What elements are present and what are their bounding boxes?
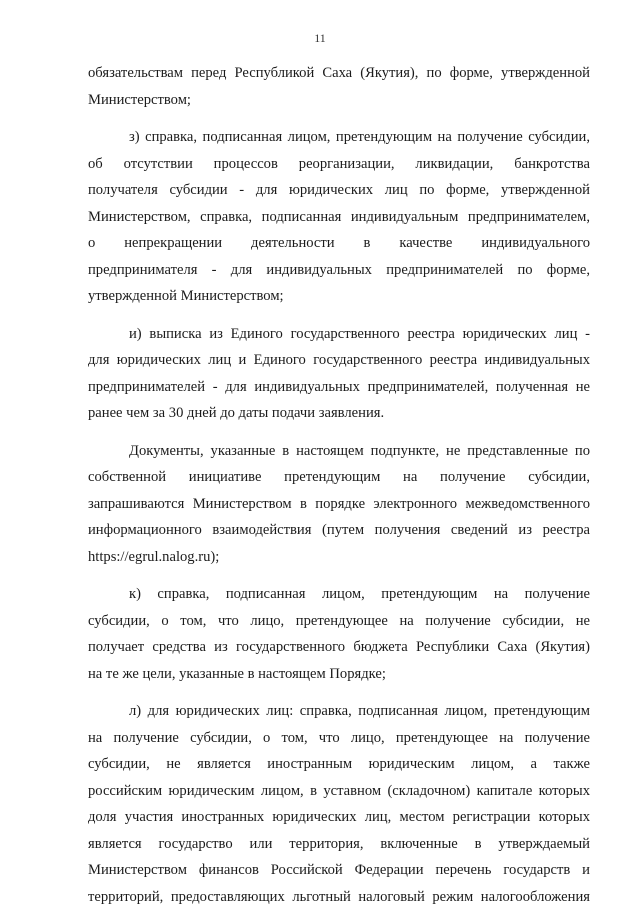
text-line: запрашиваются Министерством в порядке электронного межведомственного xyxy=(88,491,590,518)
text-line: об отсутствии процессов реорганизации, ликвидации, банкротства xyxy=(88,151,590,178)
text-line: получателя субсидии - для юридических лиц по форме, утвержденной xyxy=(88,177,590,204)
text-line: Министерством; xyxy=(88,87,590,114)
paragraph-gap xyxy=(88,687,590,698)
text-line: субсидии, не является иностранным юридическим лицом, а также xyxy=(88,751,590,778)
text-line: российским юридическим лицом, в уставном (складочном) капитале которых xyxy=(88,778,590,805)
text-line: информационного взаимодействия (путем получения сведений из реестра xyxy=(88,517,590,544)
paragraph-i xyxy=(88,321,590,427)
text-line: ранее чем за 30 дней до даты подачи заявления. xyxy=(88,400,590,427)
document-body xyxy=(88,60,590,910)
text-line: субсидии, о том, что лицо, претендующее на получение субсидии, не xyxy=(88,608,590,635)
paragraph-gap xyxy=(88,310,590,321)
text-line: территорий, предоставляющих льготный налоговый режим налогообложения xyxy=(88,884,590,910)
text-line: предпринимателей - для индивидуальных предпринимателей, полученная не xyxy=(88,374,590,401)
text-line: получает средства из государственного бюджета Республики Саха (Якутия) xyxy=(88,634,590,661)
text-line: Документы, указанные в настоящем подпункте, не представленные по xyxy=(88,438,590,465)
paragraph-z xyxy=(88,124,590,310)
paragraph-docs xyxy=(88,438,590,571)
page-number: 11 xyxy=(0,31,640,46)
text-line: https://egrul.nalog.ru); xyxy=(88,544,590,571)
text-line: и) выписка из Единого государственного реестра юридических лиц - xyxy=(88,321,590,348)
text-line: обязательствам перед Республикой Саха (Якутия), по форме, утвержденной xyxy=(88,60,590,87)
text-line: утвержденной Министерством; xyxy=(88,283,590,310)
text-line: к) справка, подписанная лицом, претендующим на получение xyxy=(88,581,590,608)
text-line: доля участия иностранных юридических лиц, местом регистрации которых xyxy=(88,804,590,831)
paragraph-k xyxy=(88,581,590,687)
text-line: Министерством финансов Российской Федерации перечень государств и xyxy=(88,857,590,884)
paragraph-gap xyxy=(88,427,590,438)
text-line: о непрекращении деятельности в качестве индивидуального xyxy=(88,230,590,257)
text-line: на те же цели, указанные в настоящем Порядке; xyxy=(88,661,590,688)
text-line: для юридических лиц и Единого государственного реестра индивидуальных xyxy=(88,347,590,374)
text-line: собственной инициативе претендующим на получение субсидии, xyxy=(88,464,590,491)
text-line: л) для юридических лиц: справка, подписанная лицом, претендующим xyxy=(88,698,590,725)
paragraph-l xyxy=(88,698,590,910)
text-line: является государство или территория, включенные в утверждаемый xyxy=(88,831,590,858)
text-line: з) справка, подписанная лицом, претендующим на получение субсидии, xyxy=(88,124,590,151)
paragraph-gap xyxy=(88,570,590,581)
paragraph-intro xyxy=(88,60,590,113)
text-line: предпринимателя - для индивидуальных предпринимателей по форме, xyxy=(88,257,590,284)
text-line: Министерством, справка, подписанная индивидуальным предпринимателем, xyxy=(88,204,590,231)
text-line: на получение субсидии, о том, что лицо, претендующее на получение xyxy=(88,725,590,752)
paragraph-gap xyxy=(88,113,590,124)
